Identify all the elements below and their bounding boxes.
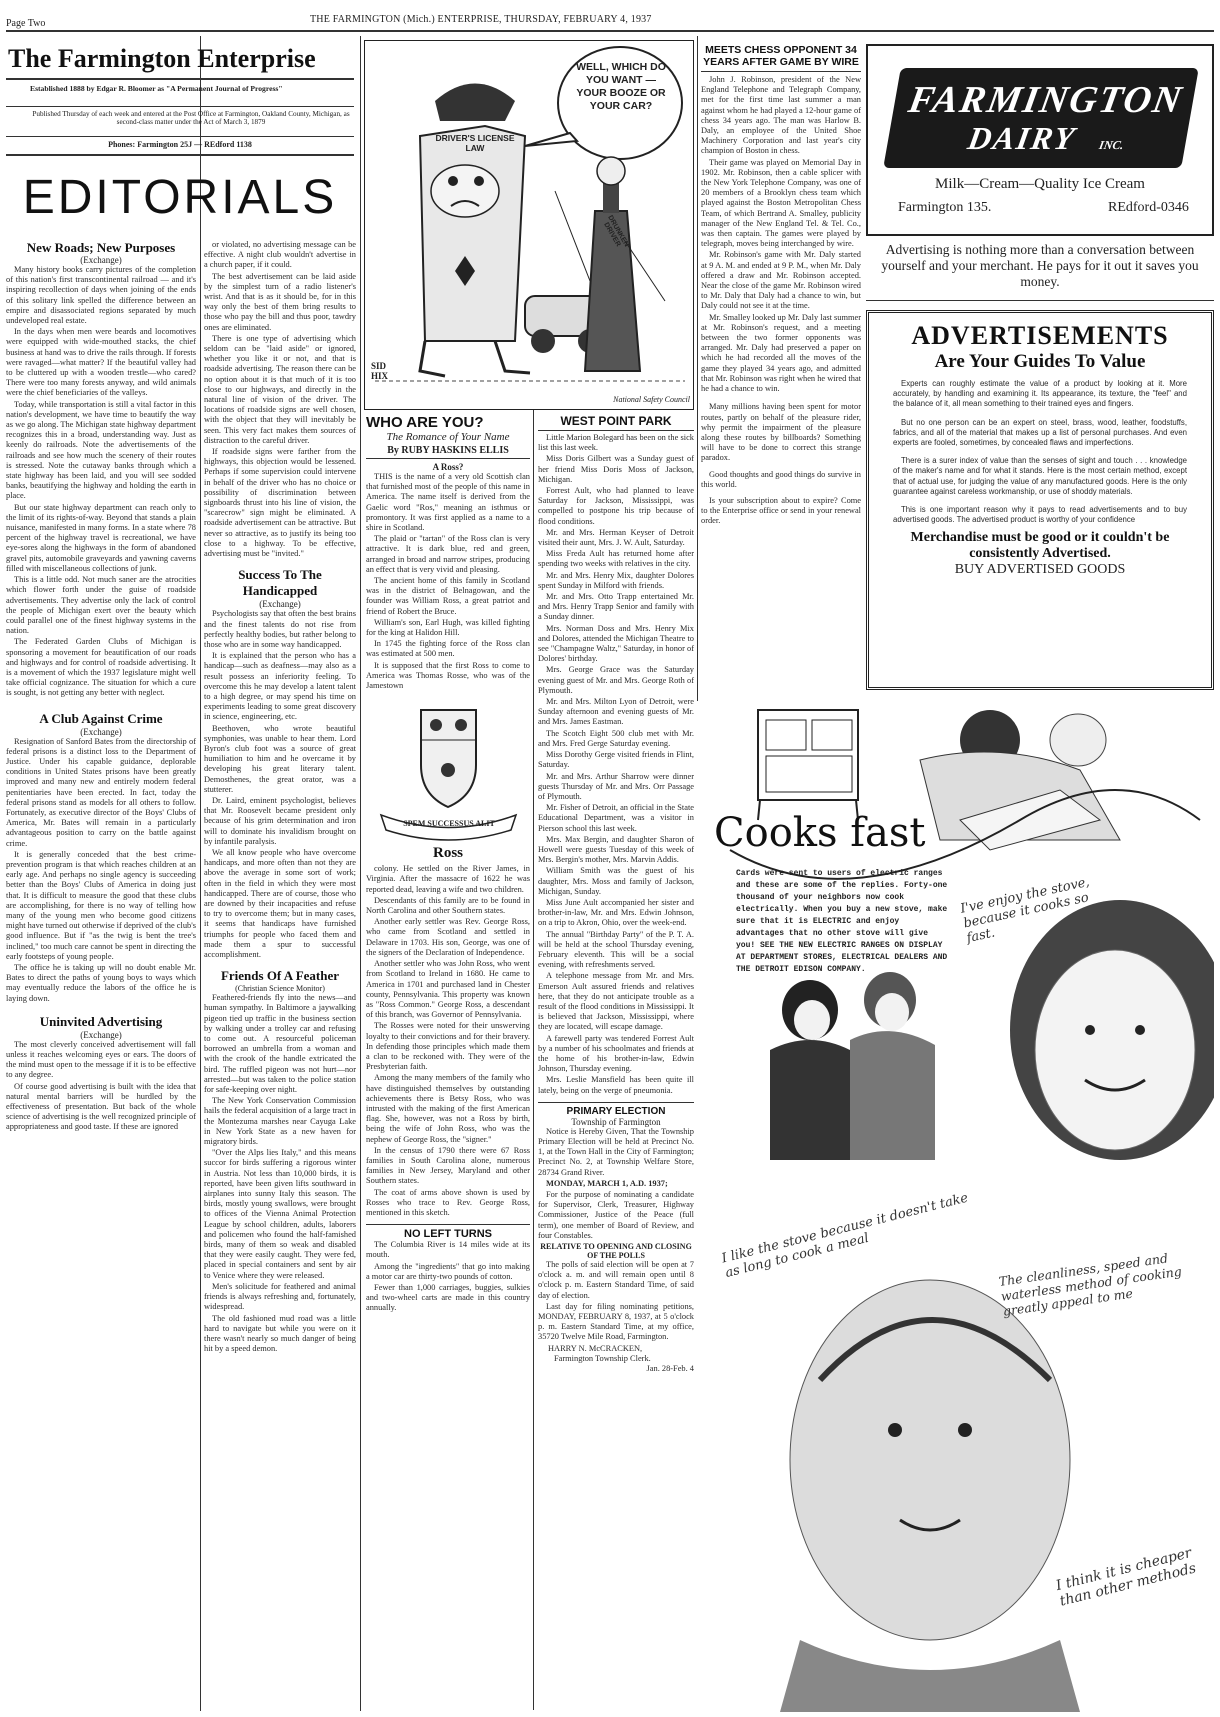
chess-title: MEETS CHESS OPPONENT 34 YEARS AFTER GAME BY WIRE — [701, 44, 861, 72]
election-dates: Jan. 28-Feb. 4 — [646, 1364, 694, 1374]
masthead-rule — [6, 30, 1214, 32]
who-body-continued: colony. He settled on the River James, in Virginia. After the massacre of 1622 he was reported dead, leaving a wife and two children. Descendants of this family are to be found in North Carolina and other Southern states. Another early settler was Rev. George Ross, who came from Scotland and settled in Delaware in 1703. His son, George, was one of the signers of the Declaration of Independence. Another settler who was John Ross, who went from Scotland to Ireland in 1680. He came to America in 1701 and purchased land in Chester county, Pennsylvania. This property was known as "Ross Common." George Ross, a descendant of this branch, was Governor of Pennsylvania. The Rosses were noted for their unswerving loyalty to their convictions and for their bravery. In defending those principles which made them a clan to be reckoned with. They were of the Presbyterian faith. Among the many members of the family who have distinguished themselves by outstanding achievements there is Betsy Ross, who was intrusted with the making of the first American flag. She, however, was not a Ross by birth, being the wife of John Ross, who was the nephew of George Ross, the "signer." In the census of 1790 there were 67 Ross families in South Carolina alone, numerous families in New Jersey, Maryland and other Southern states. The coat of arms above shown is used by Rosses who trace to Rev. George Ross, mentioned in this sketch. — [366, 864, 530, 1217]
who-title: WHO ARE YOU? — [366, 414, 484, 431]
ads-box-subtitle: Are Your Guides To Value — [934, 351, 1146, 372]
election-title: PRIMARY ELECTION — [566, 1105, 666, 1117]
new-roads-source: (Exchange) — [80, 255, 122, 265]
uninvited-title: Uninvited Advertising — [39, 1013, 163, 1029]
nameplate-title: The Farmington Enterprise — [8, 44, 316, 73]
nameplate-published: Published Thursday of each week and entered at the Post Office at Farmington, Oakland County, Michigan, as second-class matter under the Act of March 3, 1879 — [32, 110, 350, 127]
handicapped-body: Psychologists say that often the best brains and the finest talents do not rise from perfectly healthy bodies, but rather belong to those who are in some way handicapped. It is explained that the person who has a handicap—such as deafness—may also as a result possess an inferiority feeling. To overcome this he may develop a latent talent to a high degree, or may spend his time on experiments leading to some great discovery in science, engineering, etc. Beethoven, who wrote beautiful symphonies, was unable to hear them. Lord Byron's club foot was a source of great humiliation to him and he overcame it by developing his great literary talent. Demosthenes, the great orator, was a stutterer. Dr. Laird, eminent psychologist, believes that Mr. Roosevelt became president only because of his grim determination and iron will to dominate his invalidism brought on by infantile paralysis. We all know people who have overcome handicaps, and more often than not they are above the average in some sort of work; often in the field in which they were most handicapped. There are of course, those who are downed by their incapacities and refuse to try to overcome them; but in many cases, it seems that handicaps have furnished triumphs for people who faced them and made them a spur to successful accomplishment. — [204, 609, 356, 959]
editorials-banner: EDITORIALS — [22, 171, 338, 224]
dairy-phone-left: Farmington 135. — [898, 200, 992, 215]
who-subtitle: The Romance of Your Name — [386, 431, 510, 443]
cartoon-speech: WELL, WHICH DO YOU WANT — YOUR BOOZE OR YOUR CAR? — [576, 61, 666, 112]
page-label: Page Two — [6, 18, 46, 29]
ross-crest — [366, 695, 530, 845]
feather-title: Friends Of A Feather — [220, 968, 340, 984]
dairy-products: Milk—Cream—Quality Ice Cream — [935, 176, 1145, 192]
uninvited-continued: or violated, no advertising message can be effective. A night club wouldn't advertise in a church paper, if it could. The best advertisement can be laid aside by the simplest turn of a radio listener's wrist. And that is as it should be, for in this way only the best of them bring results to those who pay the bill and thus poor, tawdry ones are eliminated. There is one type of advertising which seldom can be "laid aside" or ignored, whether you like it or not, and that is roadside advertising. The reason there can be no option about it is that much of it is too close to our highways, and directly in the natural line of vision of the driver. The locations of roadside signs are well chosen, with the object that they will inevitably be seen. This very fact makes them sources of distraction to the careful driver. If roadside signs were farther from the highways, this objection would be lessened. Perhaps if some supervision could intervene in behalf of the driver who has no choice or possibility of discrimination between signboards thrust into his line of vision, the "scarecrow" sign might be eliminated. A roadside advertisement can be attractive. But never so attractive, as to justify its being too close to a highway. To be effective, advertising must be "invited." — [204, 240, 356, 559]
electric-headline: Cooks fast — [714, 810, 926, 856]
advertising-note: Advertising is nothing more than a conversation between yourself and your merchant. He pays for it out it saves you money. — [881, 242, 1199, 289]
cartoon-credit: National Safety Council — [613, 395, 690, 404]
no-left-turns-box: NO LEFT TURNS The Columbia River is 14 miles wide at its mouth. Among the "ingredients" that go into making a motor car are thirty-two pounds of cotton. Fewer than 1,000 carriages, buggies, sulkies and two-wheel carts are made in this country annually. — [366, 1224, 530, 1313]
electric-quote-2: I like the stove because it doesn't take as long to cook a meal — [720, 1190, 970, 1282]
primary-election-notice: PRIMARY ELECTION Township of Farmington Notice is Hereby Given, That the Township Primary Election will be held at Precinct No. 1, at the Town Hall in the City of Farmington; Precinct No. 2, at Township Welfare Store, 28734 Grand River. MONDAY, MARCH 1, A.D. 1937; For the purpose of nominating a candidate for Supervisor, Clerk, Treasurer, Highway Commissioner, Justice of the Peace (full term), one member of Board of Review, and four Constables. RELATIVE TO OPENING AND CLOSING OF THE POLLS The polls of said election will be open at 7 o'clock a. m. and will remain open until 8 o'clock p. m. Eastern Standard Time, of said day of election. Last day for filing nominating petitions, MONDAY, FEBRUARY 8, 1937, at 5 o'clock p. m. Eastern Standard Time, at my office, 35720 Twelve Mile Road, Farmington. HARRY N. McCRACKEN, Farmington Township Clerk. Jan. 28-Feb. 4 — [538, 1102, 694, 1374]
electric-quote-3: The cleanliness, speed and waterless method of cooking greatly appeal to me — [997, 1250, 1183, 1319]
electric-quote-4: I think it is cheaper than other methods — [1054, 1544, 1198, 1610]
handicapped-source: (Exchange) — [259, 599, 301, 610]
cartoon-signature: SID HIX — [371, 361, 389, 381]
election-township: Township of Farmington — [571, 1116, 661, 1127]
electric-body: Cards were sent to users of electric ranges and these are some of the replies. Forty-one thousand of your neighbors now cook electrically. When you buy a new stove, make sure that it is ELECTRIC and enjoy advantages that no other stove will give you! SEE THE NEW ELECTRIC RANGES ON DISPLAY AT DEPARTMENT STORES, ELECTRICAL DEALERS AND THE DETROIT EDISON COMPANY. — [736, 869, 948, 974]
uninvited-body: The most cleverly conceived advertisement will fall unless it reaches welcoming eyes or ears. The doors of the mind must open to the message if it is to be effective to any degree. Of course good advertising is built with the idea that natural mental barriers will be hurdled by the effectiveness of presentation. But back of the whole science of advertising is the well recognized principle of appropriateness and good taste. If these are ignored — [6, 1039, 196, 1132]
election-signed: HARRY N. McCRACKEN, — [548, 1343, 643, 1353]
election-signed-title: Farmington Township Clerk. — [554, 1353, 651, 1363]
election-relative: RELATIVE TO OPENING AND CLOSING OF THE POLLS — [540, 1242, 692, 1261]
who-section: A Ross? — [432, 462, 464, 472]
cartoon-law-label: DRIVER'S LICENSE LAW — [435, 133, 515, 153]
nameplate-established: Established 1888 by Edgar R. Bloomer as "A Permanent Journal of Progress" — [30, 84, 283, 93]
nameplate-phones: Phones: Farmington 25J — REdford 1138 — [108, 140, 252, 149]
new-roads-title: New Roads; New Purposes — [26, 240, 176, 255]
dairy-phone-right: REdford-0346 — [1108, 200, 1189, 215]
feather-body: Feathered-friends fly into the news—and human sympathy. In Baltimore a jaywalking pigeon tied up traffic in the business section by walking under a trolley car and refusing to come out. A resourceful policeman borrowed an umbrella from a woman and with the crook of the handle extricated the bird. The ruffled pigeon was not hurt—nor arrested—but was taken to the police station for safe-keeping over night. The New York Conservation Commission hails the federal acquisition of a large tract in the Montezuma marshes near Cayuga Lake in New York State as a new haven for migratory birds. "Over the Alps lies Italy," and this means succor for birds suffering a rigorous winter in Austria. Not less than 10,000 birds, it is reported, have been given lifts southward in airplanes into sunny Italy this season. The birds, mostly young swallows, were brought to offices of the Vienna Animal Protection League by school children, adults, laborers and policemen who found the half-famished birds, many of them so weak and disabled that they were easily caught. They were fed, placed in special containers and sent by air to Venice where they were released. Men's solicitude for feathered and animal friends is always refreshing and, fortunately, widespread. The old fashioned mud road was a little hard to navigate but while you were on it there wasn't nearly so much danger of being hit by a speed demon. — [204, 993, 356, 1354]
uninvited-source: (Exchange) — [80, 1029, 122, 1040]
who-byline: By RUBY HASKINS ELLIS — [366, 445, 530, 459]
crest-motto: SPEM SUCCESSUS ALIT — [403, 819, 495, 829]
cartoon-driver-label: DRUNKEN DRIVER — [602, 214, 630, 249]
crime-source: (Exchange) — [80, 726, 122, 737]
electric-quote-1: I've enjoy the stove, because it cooks so fast. — [959, 874, 1091, 947]
crest-name: Ross — [432, 845, 463, 862]
dairy-logo: FARMINGTON DAIRY INC. — [883, 68, 1199, 168]
feather-source: (Christian Science Monitor) — [235, 984, 325, 994]
no-left-turns-title: NO LEFT TURNS — [404, 1228, 492, 1241]
handicapped-title: Success To The Handicapped — [238, 567, 322, 599]
ads-box-merch: Merchandise must be good or it couldn't be consistently Advertised. — [910, 530, 1170, 562]
dairy-ad — [866, 44, 1214, 236]
ads-box-body: Experts can roughly estimate the value of a product by looking at it. More accurately, by handling and examining it. Its appearance, its texture, the "feel" and the balance of it, all mean something to their trained eyes and fingers. But no one person can be an expert on steel, brass, wood, leather, foodstuffs, fabrics, and all of the material that makes up a list of personal purchases. And even experts are fooled, sometimes, by concealed flaws and imperfections. There is a surer index of value than the senses of sight and touch . . . knowledge of the maker's name and for what it stands. Here is the most certain method, except that of actual use, for judging the value of any manufactured goods. Here is the only guarantee against careless workmanship, or use of shoddy materials. This is one important reason why it pays to read advertisements and to buy advertised goods. The advertised product is worthy of your confidence — [893, 379, 1187, 525]
chess-body: John J. Robinson, president of the New England Telephone and Telegraph Company, met for the first time last summer a man against whom he had played a 12-hour game of chess 34 years ago. The man was Harlow B. Daly, an employee of the United Shoe Machinery Corporation and last year's city champion of Boston in chess. Their game was played on Memorial Day in 1902. Mr. Robinson, then a cable splicer with the New York Telephone Company, was one of 20 members of a Brooklyn chess team which played against the Boston Metropolitan Chess Team, of which Bertrand A. Smalley, publicity manager of the New England Tel. & Tel. Co., was then captain. The games were played by telegraph, moves being interchanged by wire. Mr. Robinson's game with Mr. Daly started at 9 A. M. and ended at 9 P. M., when Mr. Daly offered a draw and Mr. Robinson accepted. Near the close of the game Mr. Robinson wired to Mr. Daly that Daly had a chance to win, but Daly could not see it at the time. Mr. Smalley looked up Mr. Daly last summer at Mr. Robinson's request, and a meeting between the two former opponents was arranged. Mr. Daly had preserved a paper on which he had recorded all the moves of the game they played 34 years ago, and admitted that Mr. Robinson was right when he wired that he had a chance to win. Many millions having been spent for motor routes, partly on behalf of the pleasure rider, why permit the impairment of the pleasure along these routes by billboards? Something will have to be done to correct this strange paradox. Good thoughts and good things do survive in this world. Is your subscription about to expire? Come to the Enterprise office or send in your renewal order. — [701, 75, 861, 526]
crime-body: Resignation of Sanford Bates from the directorship of federal prisons is a distinct loss to the Department of Justice. Under his capable guidance, deplorable conditions in United States prisons have been greatly improved and many new and entirely modern federal penitentiaries have been erected. In fact, today the federal prisons stand as models for all others to follow. Fortunately, as executive director of the Boys' Clubs of America, Mr. Bates will remain in a particularly advantageous position to carry on the battle against crime. It is generally conceded that the best crime-prevention program is that which reaches children at an early age. And perhaps no single agency is succeeding better than the Boys' Clubs of America in doing just that. It is difficult to measure the good that these clubs are accomplishing, for there is no way of telling how many of the young men who become good citizens might have turned out otherwise if deprived of the club's good influence. But if "as the twig is bent the tree's inclined," too much care cannot be spent in directing the early footsteps of young people. The office he is taking up will no doubt enable Mr. Bates to direct the paths of young boys to ways which may eventually reduce the labors of the office he is laying down. — [6, 736, 196, 1003]
west-point-body: Little Marion Bolegard has been on the sick list this last week. Miss Doris Gilbert was a Sunday guest of her friend Miss Doris Moss of Jackson, Michigan. Forrest Ault, who had planned to leave Saturday for Jackson, Mississippi, was compelled to postpone his trip because of flood conditions. Mr. and Mrs. Herman Keyser of Detroit visited their aunt, Mrs. J. W. Ault, Saturday. Miss Freda Ault has returned home after spending two weeks with relatives in the city. Mr. and Mrs. Henry Mix, daughter Dolores spent Sunday in Milford with friends. Mr. and Mrs. Otto Trapp entertained Mr. and Mrs. Henry Trapp Senior and family with a Sunday dinner. Mrs. Norman Doss and Mrs. Henry Mix and Dolores, attended the Michigan Theatre to see "Champagne Waltz," Saturday, in honor of Dolores' birthday. Mrs. George Grace was the Saturday evening guest of Mr. and Mrs. George Roth of Plymouth. Mr. and Mrs. Milton Lyon of Detroit, were Sunday afternoon and evening guests of Mr. and Mrs. James Eastman. The Scotch Eight 500 club met with Mr. and Mrs. Fred Gerge Saturday evening. Miss Dorothy Gerge visited friends in Flint, Saturday. Mr. and Mrs. Arthur Sharrow were dinner guests Thursday of Mr. and Mrs. Orr Passage of Plymouth. Mr. Fisher of Detroit, an official in the State Educational Department, was a visitor in Pierson school this last week. Mrs. Max Bergin, and daughter Sharon of Howell were guests Tuesday of this week of Mrs. Bergin's mother, Mrs. Marvin Addis. William Smith was the guest of his daughter, Mrs. Moss and family of Jackson, Michigan, Sunday. Miss June Ault accompanied her sister and brother-in-law, Mr. and Mrs. Edwin Johnson, on a trip to Akron, Ohio, over the week-end. The annual "Birthday Party" of the P. T. A. will be held at the school Thursday evening, February eleventh. This will be a social evening, with refreshments served. A telephone message from Mr. and Mrs. Emerson Ault assured friends and relatives here, that they do not anticipate trouble as a result of the flood conditions in Mississippi. It is believed that Jackson, Mississippi, where they are located, will escape damage. A farewell party was tendered Forrest Ault by a number of his schoolmates and friends at the home of his brother-in-law, Edwin Johnson, Thursday evening. Mrs. Leslie Mansfield has been quite ill lately, being on the verge of pneumonia. — [538, 433, 694, 1095]
masthead-line: THE FARMINGTON (Mich.) ENTERPRISE, THURSDAY, FEBRUARY 4, 1937 — [310, 14, 652, 25]
ads-box — [866, 310, 1214, 690]
new-roads-body: Many history books carry pictures of the completion of this nation's first transcontinental railroad — and it's inspiring recollection of days when joining of the ends of this solitary link spelled the difference between an empire and disassociated regions separated by much undeveloped real estate. In the days when men were beards and locomotives were equipped with wide-mouthed stacks, the chief business at hand was to drive the rails through. If forests were ravaged—what matter? If the beautiful valley had to be cluttered up with a wooden trestle—who cared? There were too many forests anyway, and wild animals were the chief beneficiaries of the valleys. Today, while transportation is still a vital factor in this nation's development, we have time to beautify the way as we go along. The Michigan state highway department recognizes this in a broad, understanding way. Just as keenly do railroads. Note the advertisements of the railroads and see how much the scenery of their routes is stressed. Note the cutaway banks through which a state highway has been laid, and you will see sodded banks, beautifying the highway and holding the earth in place. But our state highway department can reach only to the limit of its rights-of-way. Beyond that stands a plain nuisance, manifested in many forms. In a state where 78 percent of the highway travel is recreational, we have eye-sores along the highways in the form of abandoned gravel pits, automobile graveyards and yawning caverns filled with miscellaneous collections of junk. This is a little odd. Not much saner are the atrocities which flower forth under the guise of roadside advertisements. They advertise only the lack of control the people of Michigan exert over the beauty which could parallel one of the finest highway systems in the nation. The Federated Garden Clubs of Michigan is sponsoring a movement for beautification of our roads and highways and for control of roadside advertising. It is a movement of which the 1937 legislature might well take official cognizance. The situation for which a cure is sought, is not getting any better with neglect. — [6, 265, 196, 698]
west-point-title: WEST POINT PARK — [538, 414, 694, 431]
ads-box-buy: BUY ADVERTISED GOODS — [954, 562, 1126, 578]
cartoon-frame — [364, 40, 694, 410]
crime-title: A Club Against Crime — [39, 710, 163, 726]
who-body: THIS is the name of a very old Scottish clan that furnished most of the people of this name in America. The name itself is derived from the Gaelic word "Ros," meaning an isthmus or promontory. It was first applied as a name to a shire in Scotland. The plaid or "tartan" of the Ross clan is very attractive. It is dark blue, red and green, arranged in broad and narrow stripes, producing an effect that is very vivid and pleasing. The ancient home of this family in Scotland was in the district of Belnagowan, and the founder was William Ross, a great patriot and friend of Robert the Bruce. William's son, Earl Hugh, was killed fighting for the king at Halidon Hill. In 1745 the fighting force of the Ross clan was estimated at 500 men. It is supposed that the first Ross to come to America was Thomas Rosse, who was of the Jamestown — [366, 472, 530, 691]
electric-ad — [700, 700, 1214, 1712]
ads-box-title: ADVERTISEMENTS — [911, 321, 1169, 350]
